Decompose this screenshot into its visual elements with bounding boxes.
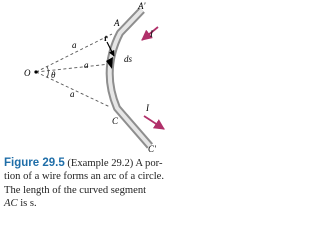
label-c-prime: C' — [148, 144, 156, 154]
radius-line-middle — [36, 64, 110, 72]
label-current-upper: I — [150, 29, 153, 39]
caption-segment-var: AC — [4, 198, 18, 210]
label-current-lower: I — [146, 103, 149, 113]
label-o: O — [24, 68, 31, 78]
theta-arc — [47, 67, 48, 78]
current-arrow-lower — [144, 116, 164, 129]
caption-line4: is s. — [17, 198, 37, 210]
caption-line3: The length of the curved segment — [4, 184, 147, 196]
label-a-prime: A' — [138, 1, 146, 11]
caption-line1: (Example 29.2) A por- — [67, 158, 163, 169]
label-radius-lower: a — [70, 89, 75, 99]
figure-number: Figure 29.5 — [4, 157, 65, 169]
figure-caption — [4, 157, 196, 211]
label-c: C — [112, 116, 119, 126]
label-radius-middle: a — [84, 60, 89, 70]
label-unit-vector: r̂ — [104, 33, 108, 43]
label-ds: ds — [124, 54, 133, 64]
caption-line2: tion of a wire forms an arc of a circle. — [4, 171, 165, 183]
label-radius-upper: a — [72, 40, 77, 50]
wire-arc-figure — [0, 0, 200, 156]
label-theta: θ — [51, 70, 56, 80]
center-point — [34, 70, 37, 73]
label-a: A — [114, 18, 120, 28]
